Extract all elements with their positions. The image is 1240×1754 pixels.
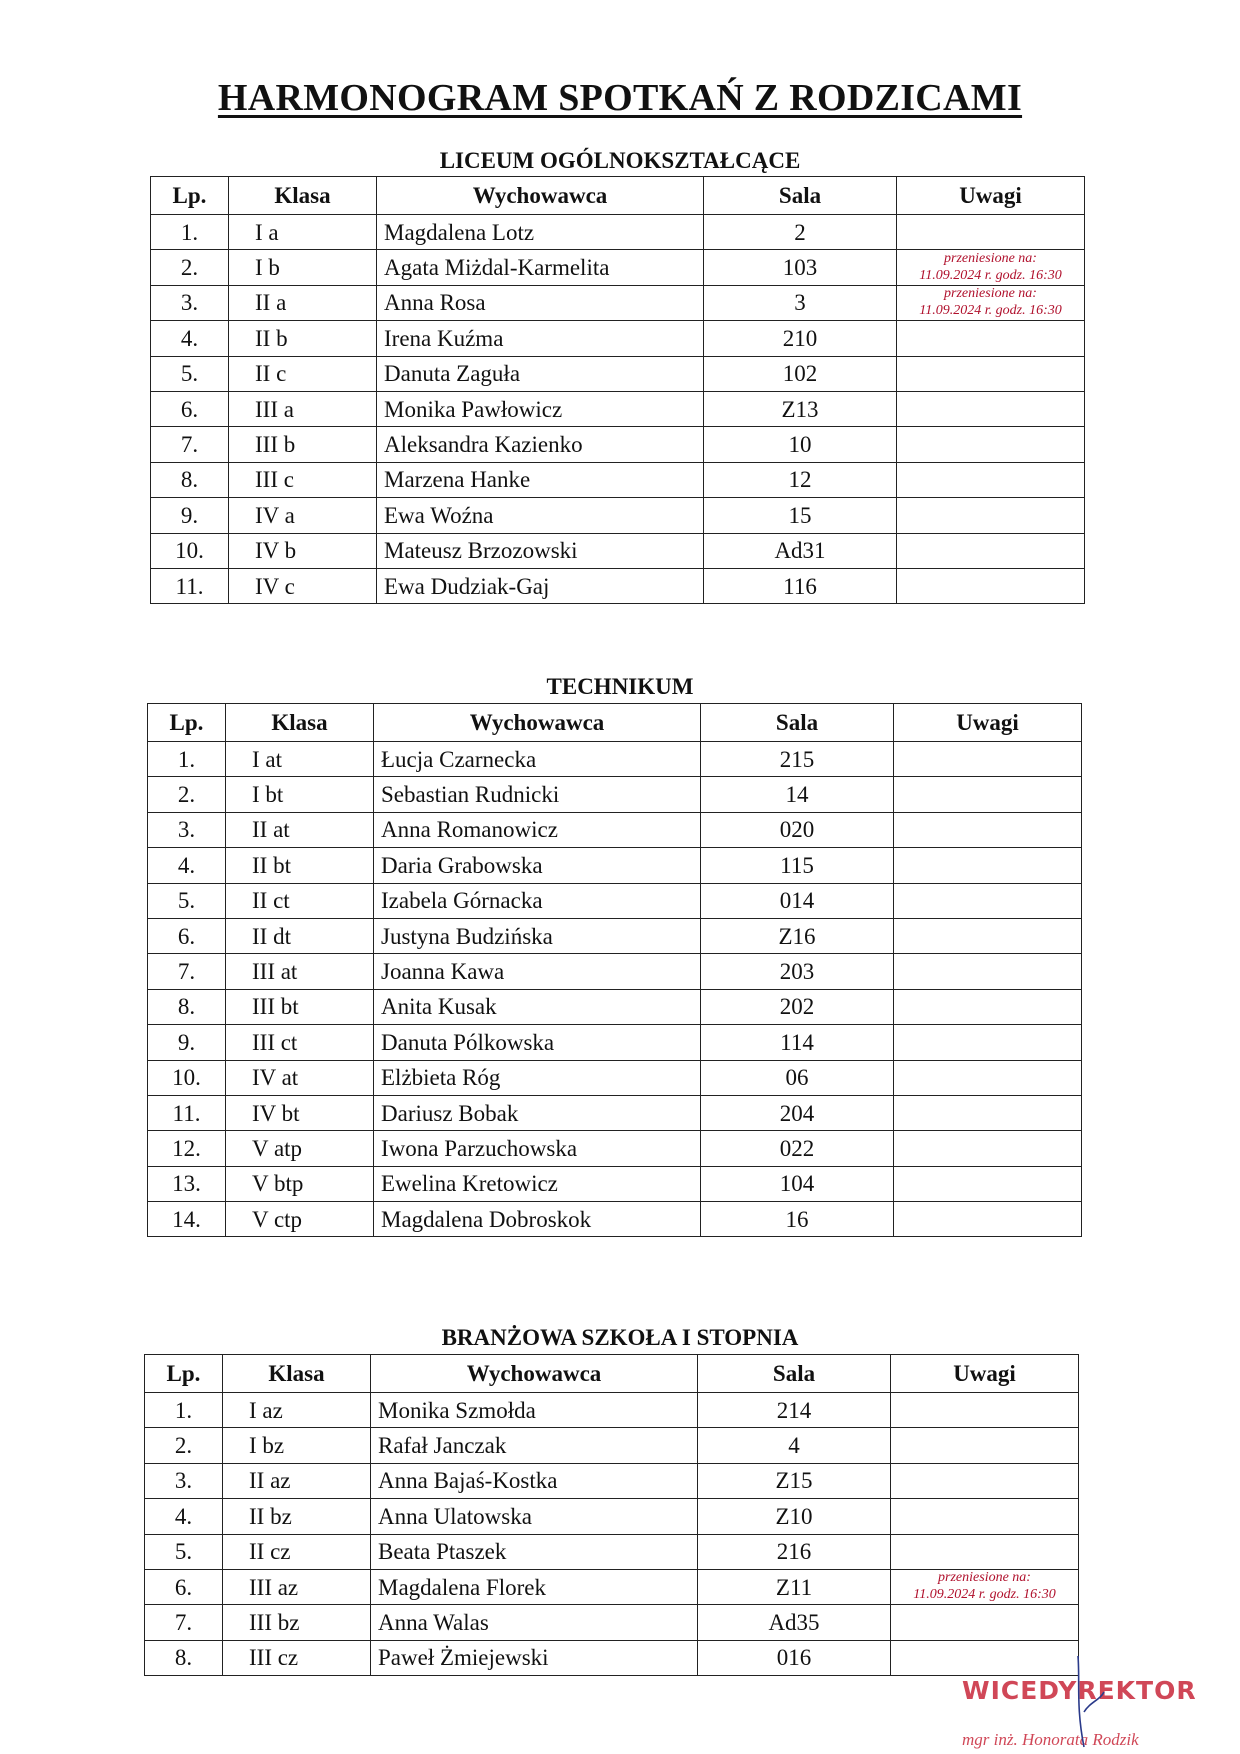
stamp-title: WICEDYREKTOR — [962, 1676, 1197, 1705]
cell-klasa: IV c — [229, 568, 377, 603]
cell-uwagi — [894, 989, 1082, 1024]
table-row — [148, 1166, 1082, 1201]
table-row — [148, 954, 1082, 989]
cell-wychowawca: Magdalena Florek — [371, 1569, 698, 1604]
cell-klasa: I bz — [223, 1428, 371, 1463]
table-row — [151, 498, 1085, 533]
cell-lp: 6. — [145, 1569, 223, 1604]
note-line-1: przeniesione na: — [944, 250, 1037, 266]
cell-lp: 5. — [151, 356, 229, 391]
cell-lp: 6. — [151, 391, 229, 426]
cell-sala: 14 — [701, 777, 894, 812]
header-uwagi: Uwagi — [897, 177, 1085, 215]
cell-klasa: IV b — [229, 533, 377, 568]
cell-klasa: III c — [229, 462, 377, 497]
cell-sala: 014 — [701, 883, 894, 918]
cell-sala: 115 — [701, 848, 894, 883]
cell-wychowawca: Monika Szmołda — [371, 1393, 698, 1428]
cell-klasa: III b — [229, 427, 377, 462]
cell-lp: 2. — [151, 250, 229, 285]
cell-uwagi — [894, 848, 1082, 883]
section-title-lo: LICEUM OGÓLNOKSZTAŁCĄCE — [439, 148, 801, 173]
cell-lp: 4. — [145, 1499, 223, 1534]
header-lp: Lp. — [151, 177, 229, 215]
cell-klasa: II at — [226, 812, 374, 847]
cell-uwagi — [897, 498, 1085, 533]
cell-lp: 3. — [148, 812, 226, 847]
note-line-1: przeniesione na: — [938, 1570, 1031, 1586]
header-wychowawca: Wychowawca — [377, 177, 704, 215]
cell-wychowawca: Ewa Woźna — [377, 498, 704, 533]
cell-wychowawca: Justyna Budzińska — [374, 918, 701, 953]
cell-lp: 5. — [145, 1534, 223, 1569]
cell-klasa: II c — [229, 356, 377, 391]
cell-sala: 12 — [704, 462, 897, 497]
cell-klasa: III ct — [226, 1025, 374, 1060]
cell-klasa: IV bt — [226, 1095, 374, 1130]
cell-lp: 9. — [151, 498, 229, 533]
table-branzowa — [144, 1354, 1079, 1676]
cell-klasa: II bt — [226, 848, 374, 883]
cell-uwagi — [894, 1060, 1082, 1095]
cell-sala: 2 — [704, 215, 897, 250]
cell-uwagi — [897, 568, 1085, 603]
cell-uwagi — [894, 742, 1082, 777]
cell-uwagi — [894, 1095, 1082, 1130]
cell-klasa: III az — [223, 1569, 371, 1604]
cell-lp: 10. — [151, 533, 229, 568]
cell-sala: 10 — [704, 427, 897, 462]
cell-lp: 4. — [148, 848, 226, 883]
table-row — [148, 1131, 1082, 1166]
cell-wychowawca: Danuta Pólkowska — [374, 1025, 701, 1060]
table-header-row — [145, 1355, 1079, 1393]
cell-sala: 203 — [701, 954, 894, 989]
cell-sala: Z10 — [698, 1499, 891, 1534]
cell-uwagi — [891, 1393, 1079, 1428]
cell-wychowawca: Magdalena Lotz — [377, 215, 704, 250]
table-row — [145, 1499, 1079, 1534]
header-klasa: Klasa — [223, 1355, 371, 1393]
cell-uwagi — [891, 1499, 1079, 1534]
table-row — [148, 989, 1082, 1024]
table-row — [151, 533, 1085, 568]
cell-lp: 2. — [148, 777, 226, 812]
cell-wychowawca: Anna Bajaś-Kostka — [371, 1463, 698, 1498]
table-row — [145, 1569, 1079, 1604]
cell-uwagi — [894, 918, 1082, 953]
cell-wychowawca: Anita Kusak — [374, 989, 701, 1024]
header-uwagi: Uwagi — [894, 704, 1082, 742]
cell-klasa: III bz — [223, 1605, 371, 1640]
cell-klasa: II b — [229, 321, 377, 356]
cell-uwagi — [897, 462, 1085, 497]
table-row — [145, 1605, 1079, 1640]
cell-wychowawca: Anna Ulatowska — [371, 1499, 698, 1534]
table-row — [148, 1060, 1082, 1095]
cell-sala: Ad31 — [704, 533, 897, 568]
cell-uwagi — [894, 777, 1082, 812]
signature-mark — [1070, 1652, 1110, 1752]
cell-lp: 12. — [148, 1131, 226, 1166]
note-line-2: 11.09.2024 r. godz. 16:30 — [919, 267, 1062, 283]
cell-uwagi — [894, 1131, 1082, 1166]
cell-wychowawca: Izabela Górnacka — [374, 883, 701, 918]
cell-wychowawca: Aleksandra Kazienko — [377, 427, 704, 462]
table-row — [148, 1202, 1082, 1237]
cell-wychowawca: Marzena Hanke — [377, 462, 704, 497]
cell-klasa: I at — [226, 742, 374, 777]
cell-wychowawca: Monika Pawłowicz — [377, 391, 704, 426]
cell-klasa: II bz — [223, 1499, 371, 1534]
cell-uwagi — [897, 533, 1085, 568]
cell-lp: 6. — [148, 918, 226, 953]
cell-sala: Z11 — [698, 1569, 891, 1604]
header-sala: Sala — [701, 704, 894, 742]
cell-lp: 7. — [151, 427, 229, 462]
cell-sala: 15 — [704, 498, 897, 533]
cell-sala: 06 — [701, 1060, 894, 1095]
cell-lp: 7. — [148, 954, 226, 989]
table-row — [151, 462, 1085, 497]
cell-klasa: IV a — [229, 498, 377, 533]
table-header-row — [148, 704, 1082, 742]
table-row — [151, 427, 1085, 462]
stamp-subtitle: mgr inż. Honorata Rodzik — [962, 1730, 1139, 1749]
cell-klasa: II a — [229, 285, 377, 320]
cell-lp: 2. — [145, 1428, 223, 1463]
cell-sala: 114 — [701, 1025, 894, 1060]
table-row — [151, 285, 1085, 320]
cell-sala: 116 — [704, 568, 897, 603]
cell-uwagi — [894, 812, 1082, 847]
cell-sala: 216 — [698, 1534, 891, 1569]
table-row — [151, 321, 1085, 356]
cell-lp: 11. — [148, 1095, 226, 1130]
table-row — [145, 1463, 1079, 1498]
page-title: HARMONOGRAM SPOTKAŃ Z RODZICAMI — [217, 77, 1023, 119]
cell-klasa: V atp — [226, 1131, 374, 1166]
table-row — [145, 1640, 1079, 1675]
cell-wychowawca: Anna Walas — [371, 1605, 698, 1640]
cell-klasa: II ct — [226, 883, 374, 918]
cell-sala: Z13 — [704, 391, 897, 426]
table-header-row — [151, 177, 1085, 215]
cell-lp: 5. — [148, 883, 226, 918]
cell-uwagi — [897, 391, 1085, 426]
cell-sala: Z16 — [701, 918, 894, 953]
cell-wychowawca: Rafał Janczak — [371, 1428, 698, 1463]
cell-uwagi — [897, 427, 1085, 462]
cell-klasa: V btp — [226, 1166, 374, 1201]
cell-klasa: I bt — [226, 777, 374, 812]
cell-uwagi — [897, 250, 1085, 285]
cell-wychowawca: Danuta Zaguła — [377, 356, 704, 391]
cell-wychowawca: Iwona Parzuchowska — [374, 1131, 701, 1166]
header-uwagi: Uwagi — [891, 1355, 1079, 1393]
cell-lp: 8. — [151, 462, 229, 497]
table-row — [151, 250, 1085, 285]
table-row — [148, 1095, 1082, 1130]
cell-sala: 103 — [704, 250, 897, 285]
cell-sala: 202 — [701, 989, 894, 1024]
header-sala: Sala — [698, 1355, 891, 1393]
cell-sala: Z15 — [698, 1463, 891, 1498]
table-row — [148, 777, 1082, 812]
table-row — [148, 742, 1082, 777]
note-line-2: 11.09.2024 r. godz. 16:30 — [919, 302, 1062, 318]
cell-lp: 1. — [145, 1393, 223, 1428]
cell-wychowawca: Daria Grabowska — [374, 848, 701, 883]
header-klasa: Klasa — [229, 177, 377, 215]
cell-wychowawca: Łucja Czarnecka — [374, 742, 701, 777]
cell-klasa: II dt — [226, 918, 374, 953]
cell-klasa: IV at — [226, 1060, 374, 1095]
cell-wychowawca: Anna Rosa — [377, 285, 704, 320]
cell-lp: 8. — [145, 1640, 223, 1675]
cell-sala: 4 — [698, 1428, 891, 1463]
cell-klasa: II az — [223, 1463, 371, 1498]
cell-uwagi — [897, 215, 1085, 250]
cell-sala: 16 — [701, 1202, 894, 1237]
cell-klasa: III a — [229, 391, 377, 426]
cell-uwagi — [891, 1428, 1079, 1463]
cell-wychowawca: Dariusz Bobak — [374, 1095, 701, 1130]
cell-lp: 9. — [148, 1025, 226, 1060]
cell-uwagi — [897, 285, 1085, 320]
cell-uwagi — [894, 1025, 1082, 1060]
table-row — [145, 1534, 1079, 1569]
cell-sala: 204 — [701, 1095, 894, 1130]
cell-uwagi — [891, 1463, 1079, 1498]
cell-lp: 13. — [148, 1166, 226, 1201]
cell-wychowawca: Elżbieta Róg — [374, 1060, 701, 1095]
cell-sala: 210 — [704, 321, 897, 356]
note-line-1: przeniesione na: — [944, 286, 1037, 302]
cell-uwagi — [894, 954, 1082, 989]
cell-lp: 14. — [148, 1202, 226, 1237]
table-row — [151, 568, 1085, 603]
cell-sala: 022 — [701, 1131, 894, 1166]
cell-sala: 3 — [704, 285, 897, 320]
cell-lp: 8. — [148, 989, 226, 1024]
cell-sala: 104 — [701, 1166, 894, 1201]
cell-sala: Ad35 — [698, 1605, 891, 1640]
cell-lp: 1. — [151, 215, 229, 250]
section-title-tech: TECHNIKUM — [546, 674, 694, 699]
cell-uwagi — [897, 321, 1085, 356]
table-row — [145, 1428, 1079, 1463]
table-row — [148, 812, 1082, 847]
table-row — [151, 356, 1085, 391]
table-row — [145, 1393, 1079, 1428]
cell-uwagi — [897, 356, 1085, 391]
cell-wychowawca: Anna Romanowicz — [374, 812, 701, 847]
cell-uwagi — [891, 1605, 1079, 1640]
cell-wychowawca: Sebastian Rudnicki — [374, 777, 701, 812]
cell-sala: 214 — [698, 1393, 891, 1428]
cell-wychowawca: Ewelina Kretowicz — [374, 1166, 701, 1201]
cell-lp: 11. — [151, 568, 229, 603]
table-row — [148, 883, 1082, 918]
cell-lp: 4. — [151, 321, 229, 356]
cell-lp: 1. — [148, 742, 226, 777]
table-row — [148, 848, 1082, 883]
header-klasa: Klasa — [226, 704, 374, 742]
table-liceum — [150, 176, 1085, 604]
cell-lp: 3. — [145, 1463, 223, 1498]
cell-klasa: V ctp — [226, 1202, 374, 1237]
cell-uwagi — [894, 1202, 1082, 1237]
cell-uwagi — [891, 1640, 1079, 1675]
cell-sala: 016 — [698, 1640, 891, 1675]
cell-klasa: III cz — [223, 1640, 371, 1675]
cell-uwagi — [891, 1534, 1079, 1569]
note-line-2: 11.09.2024 r. godz. 16:30 — [913, 1587, 1056, 1603]
cell-wychowawca: Magdalena Dobroskok — [374, 1202, 701, 1237]
header-lp: Lp. — [145, 1355, 223, 1393]
cell-uwagi — [894, 1166, 1082, 1201]
cell-sala: 215 — [701, 742, 894, 777]
cell-wychowawca: Ewa Dudziak-Gaj — [377, 568, 704, 603]
cell-uwagi — [891, 1569, 1079, 1604]
cell-wychowawca: Irena Kuźma — [377, 321, 704, 356]
table-technikum — [147, 703, 1082, 1237]
table-row — [151, 215, 1085, 250]
cell-lp: 10. — [148, 1060, 226, 1095]
table-row — [148, 1025, 1082, 1060]
header-sala: Sala — [704, 177, 897, 215]
cell-wychowawca: Beata Ptaszek — [371, 1534, 698, 1569]
table-row — [151, 391, 1085, 426]
cell-uwagi — [894, 883, 1082, 918]
cell-klasa: I az — [223, 1393, 371, 1428]
cell-klasa: I b — [229, 250, 377, 285]
cell-wychowawca: Paweł Żmiejewski — [371, 1640, 698, 1675]
cell-klasa: III bt — [226, 989, 374, 1024]
cell-klasa: I a — [229, 215, 377, 250]
header-wychowawca: Wychowawca — [371, 1355, 698, 1393]
cell-lp: 7. — [145, 1605, 223, 1640]
header-wychowawca: Wychowawca — [374, 704, 701, 742]
cell-sala: 020 — [701, 812, 894, 847]
section-title-bs: BRANŻOWA SZKOŁA I STOPNIA — [441, 1325, 799, 1350]
cell-wychowawca: Agata Miżdal-Karmelita — [377, 250, 704, 285]
cell-klasa: II cz — [223, 1534, 371, 1569]
cell-lp: 3. — [151, 285, 229, 320]
cell-klasa: III at — [226, 954, 374, 989]
header-lp: Lp. — [148, 704, 226, 742]
cell-sala: 102 — [704, 356, 897, 391]
cell-wychowawca: Joanna Kawa — [374, 954, 701, 989]
cell-wychowawca: Mateusz Brzozowski — [377, 533, 704, 568]
table-row — [148, 918, 1082, 953]
